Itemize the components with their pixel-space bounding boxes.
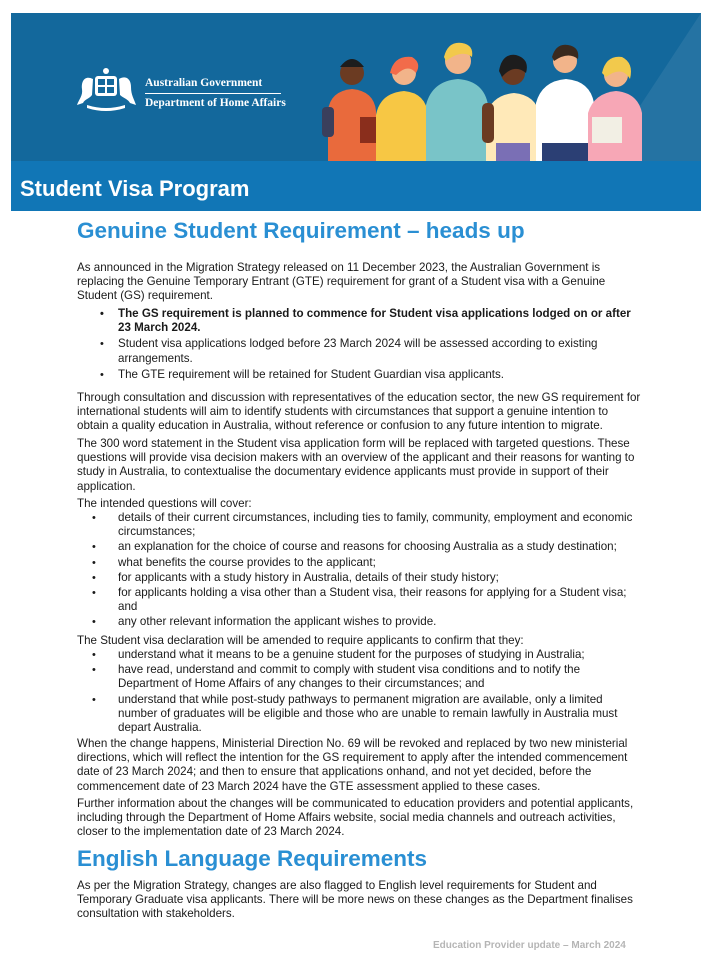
declaration-intro: The Student visa declaration will be amended to require applicants to confirm that they: [77,634,524,647]
list-item: • for applicants with a study history in Australia, details of their study history; [92,570,499,584]
list-item: • The GTE requirement will be retained for Student Guardian visa applicants. [100,367,505,381]
list-item: • what benefits the course provides to the applicant; [92,555,376,569]
list-item: • The GS requirement is planned to commence for Student visa applications lodged on or after 23 March 2024. [100,307,631,335]
department-name: Department of Home Affairs [145,97,286,109]
list-item: • understand what it means to be a genuine student for the purposes of studying in Australia; [92,648,585,661]
footer-text: Education Provider update – March 2024 [433,940,626,951]
list-item: • an explanation for the choice of course and reasons for choosing Australia as a study destination; [92,540,617,554]
section-heading-genuine-student: Genuine Student Requirement – heads up [77,218,525,243]
list-item: • details of their current circumstances, including ties to family, community, employment and economic circumstances; [92,511,633,539]
government-name: Australian Government [145,77,263,89]
list-item: • understand that while post-study pathways to permanent migration are available, only a limited number of graduates will be eligible and those who are unable to remain lawfully in Australia must depart Australia. [92,692,618,735]
questions-list [92,511,642,630]
questions-intro: The intended questions will cover: [77,497,252,510]
government-logo [73,65,303,125]
list-item: • Student visa applications lodged before 23 March 2024 will be assessed according to existing arrangements. [100,337,598,365]
list-item: • for applicants holding a visa other than a Student visa, their reasons for applying for a Student visa; and [92,586,627,614]
consultation-paragraph: Through consultation and discussion with representatives of the education sector, the new GS requirement for international students will aim to identify students with circumstances that support a genuine intention to obtain a quality education in Australia, without reference or confusion to any future intention to migrate. [77,391,641,433]
declaration-list [92,648,642,735]
section-heading-english: English Language Requirements [77,846,428,871]
gs-bullet-list [100,307,640,382]
further-info-paragraph: Further information about the changes will be communicated to education providers and potential applicants, including through the Department of Home Affairs website, social media channels and outreach activities, closer to the implementation date of 23 March 2024. [77,797,634,839]
students-illustration [316,33,646,161]
list-item: • any other relevant information the applicant wishes to provide. [92,615,437,629]
header-banner [11,13,701,211]
list-item: • have read, understand and commit to comply with student visa conditions and to notify the Department of Home Affairs of any changes to their circumstances; and [92,663,581,691]
direction-paragraph: When the change happens, Ministerial Direction No. 69 will be revoked and replaced by two new ministerial directions, which will reflect the intention for the GS requirement to apply after the intended commencement date of 23 March 2024; and then to ensure that applications onhand, and not yet decided, before the commencement date of 23 March 2024 have the GTE assessment applied to these cases. [77,737,628,793]
coat-of-arms-icon [73,65,139,115]
program-title: Student Visa Program [20,176,250,201]
statement-paragraph: The 300 word statement in the Student visa application form will be replaced with targeted questions. These questions will provide visa decision makers with an overview of the applicant and their reasons for wanting to study in Australia, to contextualise the documentary evidence applicants must provide in support of their application. [77,437,635,493]
english-paragraph: As per the Migration Strategy, changes are also flagged to English level requirements for Student and Temporary Graduate visa applicants. There will be more news on these changes as the Department finalises consultation with stakeholders. [77,879,633,921]
intro-paragraph: As announced in the Migration Strategy released on 11 December 2023, the Australian Government is replacing the Genuine Temporary Entrant (GTE) requirement for grant of a Student visa with a Genuine Student (GS) requirement. [77,261,606,303]
